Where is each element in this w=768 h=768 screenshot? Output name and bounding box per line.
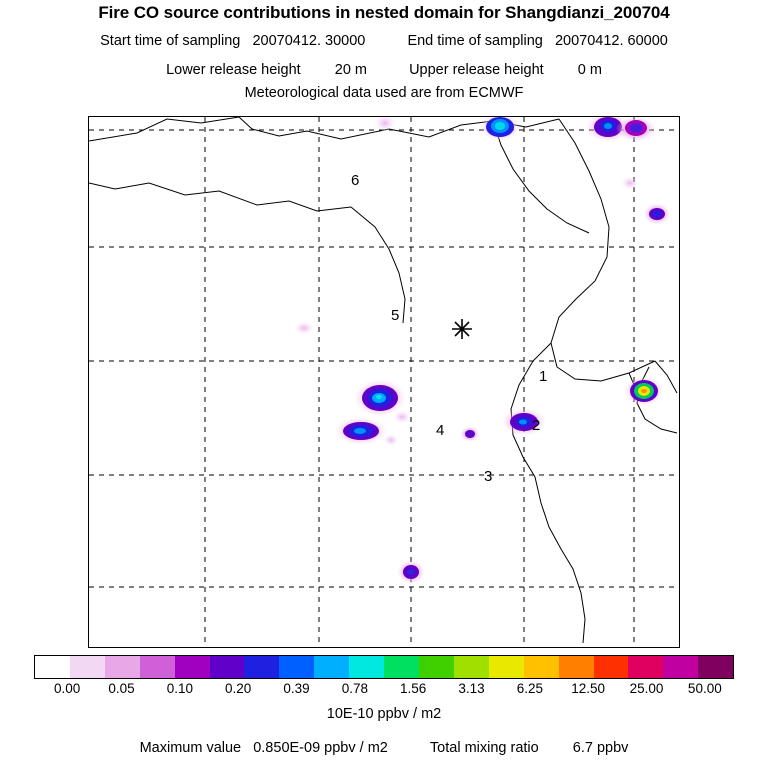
- receptor-asterisk-icon: [452, 319, 472, 339]
- colorbar-tick-9: 12.50: [571, 681, 606, 696]
- colorbar-swatch-3: [140, 656, 175, 678]
- colorbar-swatch-10: [384, 656, 419, 678]
- region-label-1: 1: [539, 368, 548, 385]
- end-time-value: 20070412. 60000: [554, 33, 668, 49]
- colorbar-swatch-19: [698, 656, 733, 678]
- page-title: Fire CO source contributions in nested domain for Shangdianzi_200704: [98, 3, 670, 22]
- max-value-value: 0.850E-09 ppbv / m2: [253, 740, 388, 756]
- colorbar-tick-8: 6.25: [516, 681, 543, 696]
- colorbar-swatch-17: [628, 656, 663, 678]
- map-plot: [88, 116, 680, 648]
- lower-release-value: 20 m: [334, 62, 367, 78]
- region-label-4: 4: [436, 422, 445, 439]
- colorbar-swatch-5: [210, 656, 245, 678]
- colorbar-swatch-15: [559, 656, 594, 678]
- release-height-line: [0, 62, 768, 78]
- colorbar-tick-3: 0.20: [225, 681, 252, 696]
- start-time-value: 20070412. 30000: [252, 33, 366, 49]
- lower-release-label: Lower release height: [166, 62, 301, 78]
- max-value-label: Maximum value: [139, 740, 242, 756]
- colorbar-tick-10: 25.00: [629, 681, 664, 696]
- colorbar-strip: [34, 655, 734, 679]
- colorbar-swatch-0: [35, 656, 70, 678]
- colorbar-swatch-12: [454, 656, 489, 678]
- upper-release-label: Upper release height: [409, 62, 544, 78]
- colorbar-tick-4: 0.39: [283, 681, 310, 696]
- colorbar-tick-5: 0.78: [341, 681, 368, 696]
- colorbar-swatch-7: [279, 656, 314, 678]
- colorbar-swatch-18: [663, 656, 698, 678]
- colorbar-ticks: [34, 681, 734, 697]
- colorbar-tick-7: 3.13: [458, 681, 485, 696]
- region-label-3: 3: [484, 468, 493, 485]
- region-label-2: 2: [532, 417, 541, 434]
- colorbar-tick-6: 1.56: [400, 681, 427, 696]
- colorbar-tick-2: 0.10: [166, 681, 193, 696]
- footer-line: [0, 740, 768, 756]
- end-time-label: End time of sampling: [407, 33, 543, 49]
- colorbar-unit-label: 10E-10 ppbv / m2: [326, 706, 442, 722]
- colorbar-swatch-16: [594, 656, 629, 678]
- colorbar: [34, 655, 734, 696]
- met-data-line: Meteorological data used are from ECMWF: [244, 85, 524, 101]
- map-canvas: [89, 117, 679, 647]
- colorbar-swatch-14: [524, 656, 559, 678]
- upper-release-value: 0 m: [577, 62, 602, 78]
- colorbar-tick-0: 0.00: [54, 681, 81, 696]
- colorbar-swatch-13: [489, 656, 524, 678]
- colorbar-swatch-6: [244, 656, 279, 678]
- total-ratio-label: Total mixing ratio: [429, 740, 539, 756]
- colorbar-swatch-9: [349, 656, 384, 678]
- region-label-6: 6: [351, 172, 360, 189]
- colorbar-tick-11: 50.00: [687, 681, 722, 696]
- sampling-time-line: [0, 33, 768, 49]
- colorbar-swatch-1: [70, 656, 105, 678]
- colorbar-tick-1: 0.05: [108, 681, 135, 696]
- start-time-label: Start time of sampling: [100, 33, 241, 49]
- total-ratio-value: 6.7 ppbv: [572, 740, 629, 756]
- colorbar-swatch-2: [105, 656, 140, 678]
- colorbar-swatch-11: [419, 656, 454, 678]
- colorbar-swatch-4: [175, 656, 210, 678]
- region-label-5: 5: [391, 307, 400, 324]
- colorbar-swatch-8: [314, 656, 349, 678]
